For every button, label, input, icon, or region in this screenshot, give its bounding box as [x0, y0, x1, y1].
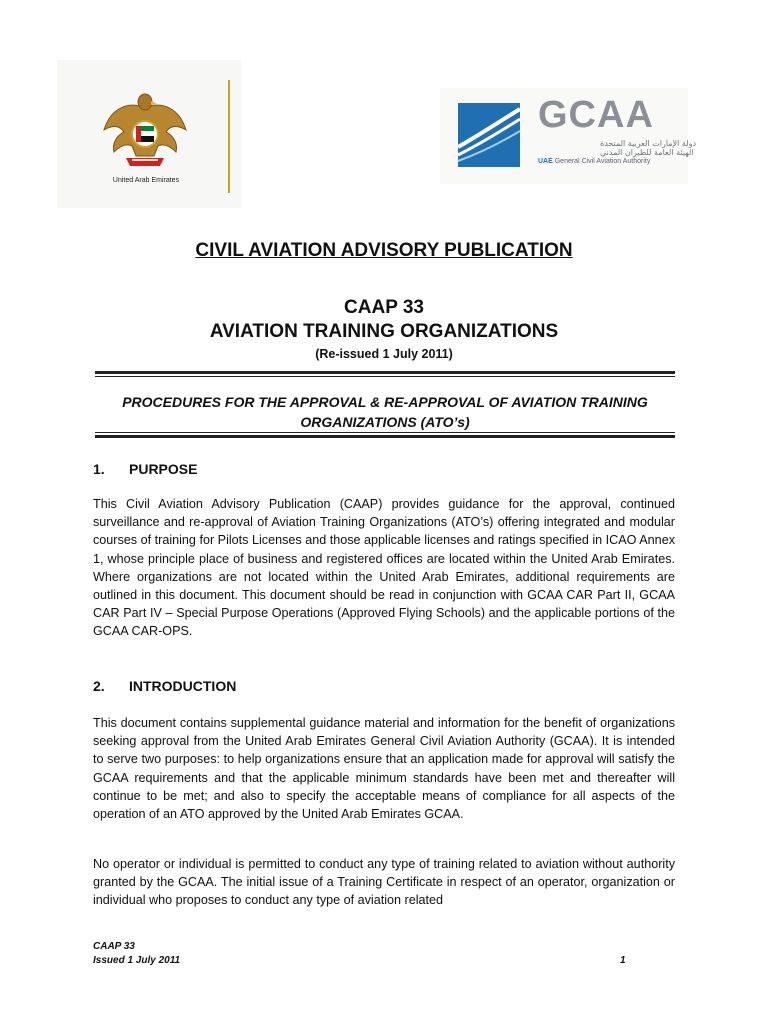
procedures-subtitle: PROCEDURES FOR THE APPROVAL & RE-APPROVAL OF AVIATION TRAINING ORGANIZATIONS (ATO’s): [122, 394, 648, 430]
uae-caption: United Arab Emirates: [112, 177, 180, 184]
introduction-paragraph-1: This document contains supplemental guidance material and information for the benefit of organizations seeking approval from the United Arab Emirates General Civil Aviation Authority (GCAA). It is intended to serve two purposes: to help organizations ensure that an application made for approval will satisfy the GCAA requirements and that the applicable minimum standards have been met and thereafter will continue to be met; and also to specify the acceptable means of compliance for all aspects of the operation of an ATO approved by the United Arab Emirates GCAA.: [93, 716, 675, 822]
divider-top-thin: [95, 376, 675, 377]
section-title: PURPOSE: [129, 461, 198, 477]
section-heading-introduction: [93, 678, 236, 694]
gcaa-english-rest: General Civil Aviation Authority: [552, 158, 651, 165]
introduction-paragraph-2: No operator or individual is permitted to conduct any type of training related to aviation without authority granted by the GCAA. The initial issue of a Training Certificate in respect of an operator, organization or individual who proposes to conduct any type of aviation related: [93, 857, 675, 908]
divider-bottom-thick: [95, 435, 675, 438]
publication-title: CIVIL AVIATION ADVISORY PUBLICATION: [195, 240, 573, 261]
caap-number: CAAP 33: [344, 297, 424, 318]
gcaa-arabic-line-2: الهيئة العامة للطيران المدني: [600, 148, 694, 157]
section-heading-purpose: [93, 461, 197, 477]
footer-doc-id: CAAP 33: [93, 941, 135, 952]
uae-emblem-icon: [96, 86, 194, 178]
section-number: 2.: [93, 678, 105, 694]
gcaa-mark-icon: [458, 103, 520, 167]
caap-title: AVIATION TRAINING ORGANIZATIONS: [209, 321, 559, 342]
gcaa-english-name: [538, 158, 650, 165]
gold-divider: [228, 80, 230, 193]
divider-top-thick: [95, 371, 675, 374]
gcaa-arabic-line-1: دولة الإمارات العربية المتحدة: [600, 139, 697, 148]
reissue-date: (Re-issued 1 July 2011): [315, 347, 453, 361]
page-number: 1: [620, 955, 626, 966]
footer-issued-date: Issued 1 July 2011: [93, 955, 181, 966]
section-title: INTRODUCTION: [129, 678, 237, 694]
divider-bottom-thin: [95, 432, 675, 433]
purpose-paragraph: This Civil Aviation Advisory Publication (CAAP) provides guidance for the approval, continued surveillance and re-approval of Aviation Training Organizations (ATO’s) offering integrated and modular courses of training for Pilots Licenses and those applicable licenses and ratings specified in ICAO Annex 1, whose principle place of business and registered offices are located within the United Arab Emirates. Where organizations are not located within the United Arab Emirates, additional requirements are outlined in this document. This document should be read in conjunction with GCAA CAR Part II, GCAA CAR Part IV – Special Purpose Operations (Approved Flying Schools) and the applicable portions of the GCAA CAR-OPS.: [93, 497, 675, 639]
gcaa-english-prefix: UAE: [538, 158, 553, 165]
section-number: 1.: [93, 461, 105, 477]
gcaa-wordmark: GCAA: [538, 94, 654, 136]
